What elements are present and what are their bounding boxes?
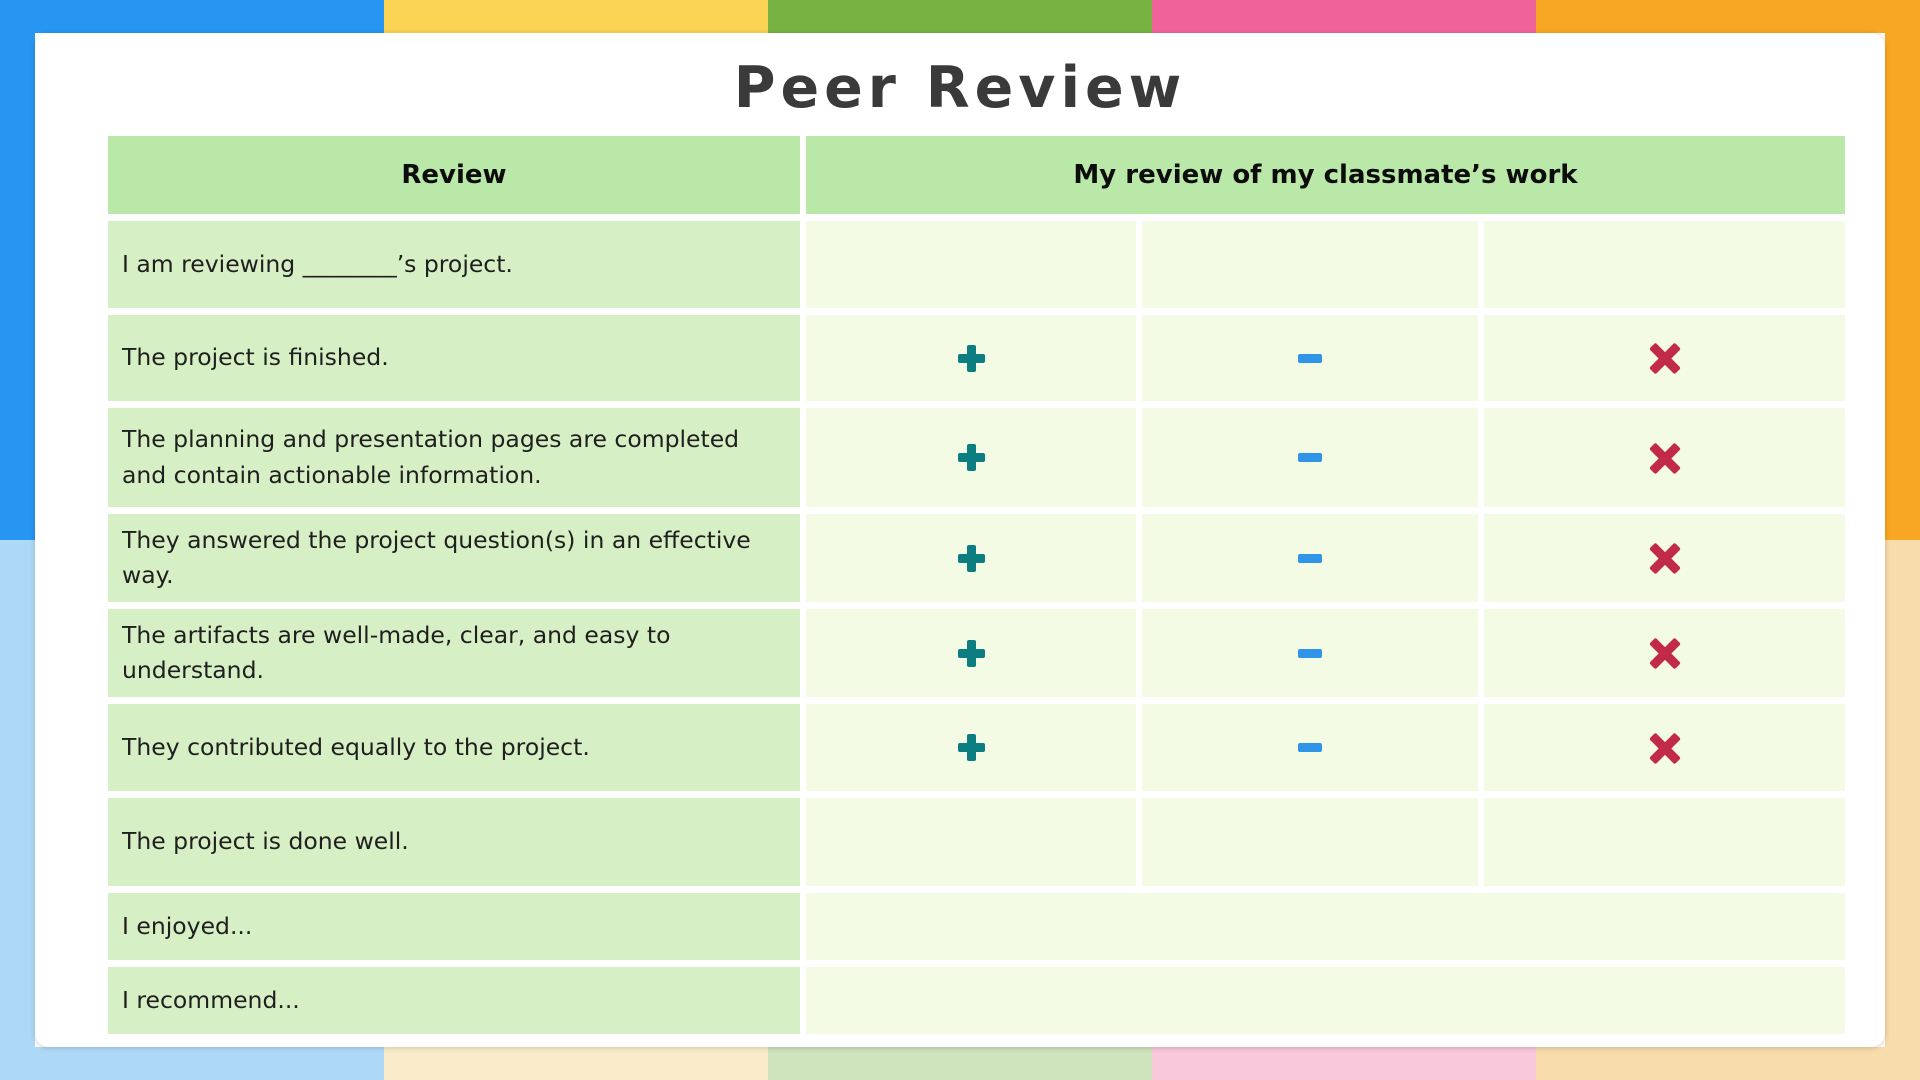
answer-cell-plus[interactable] bbox=[806, 408, 1136, 507]
cross-icon bbox=[1648, 541, 1682, 575]
frame-top-pink-segment bbox=[1152, 0, 1536, 33]
answer-cell-minus[interactable] bbox=[1142, 704, 1478, 791]
frame-bottom-lightgreen-segment bbox=[768, 1047, 1152, 1080]
column-header-review: Review bbox=[108, 136, 800, 214]
answer-cell-cross[interactable] bbox=[1484, 609, 1845, 697]
plus-icon bbox=[958, 444, 985, 471]
cross-icon bbox=[1648, 441, 1682, 475]
plus-icon bbox=[958, 734, 985, 761]
answer-cell-empty[interactable] bbox=[806, 221, 1136, 308]
answer-cell-minus[interactable] bbox=[1142, 408, 1478, 507]
frame-top-yellow-segment bbox=[384, 0, 768, 33]
plus-icon bbox=[958, 345, 985, 372]
cross-icon bbox=[1648, 731, 1682, 765]
row-label-contributed-equally: They contributed equally to the project. bbox=[108, 704, 800, 791]
frame-top bbox=[0, 0, 1920, 33]
answer-cell-empty[interactable] bbox=[1142, 798, 1478, 886]
answer-cell-minus[interactable] bbox=[1142, 609, 1478, 697]
answer-cell-plus[interactable] bbox=[806, 704, 1136, 791]
page-title: Peer Review bbox=[733, 55, 1187, 121]
frame-top-orange-segment bbox=[1536, 0, 1920, 33]
minus-icon bbox=[1298, 649, 1322, 658]
answer-cell-plus[interactable] bbox=[806, 315, 1136, 401]
frame-bottom bbox=[0, 1047, 1920, 1080]
frame-bottom-lightpink-segment bbox=[1152, 1047, 1536, 1080]
answer-cell-merged[interactable] bbox=[806, 967, 1845, 1034]
column-header-my-review: My review of my classmate’s work bbox=[806, 136, 1845, 214]
answer-cell-empty[interactable] bbox=[806, 798, 1136, 886]
frame-bottom-lightorange-segment bbox=[1536, 1047, 1920, 1080]
answer-cell-minus[interactable] bbox=[1142, 514, 1478, 602]
frame-left bbox=[0, 0, 35, 1080]
frame-right bbox=[1885, 0, 1920, 1080]
worksheet-card bbox=[35, 33, 1885, 1047]
row-label-answered-questions: They answered the project question(s) in an effective way. bbox=[108, 514, 800, 602]
plus-icon bbox=[958, 640, 985, 667]
row-label-project-finished: The project is finished. bbox=[108, 315, 800, 401]
minus-icon bbox=[1298, 453, 1322, 462]
minus-icon bbox=[1298, 554, 1322, 563]
row-label-recommend: I recommend... bbox=[108, 967, 800, 1034]
frame-top-blue-segment bbox=[0, 0, 384, 33]
plus-icon bbox=[958, 545, 985, 572]
answer-cell-cross[interactable] bbox=[1484, 514, 1845, 602]
answer-cell-empty[interactable] bbox=[1484, 221, 1845, 308]
row-label-artifacts: The artifacts are well-made, clear, and easy to understand. bbox=[108, 609, 800, 697]
answer-cell-minus[interactable] bbox=[1142, 315, 1478, 401]
answer-cell-cross[interactable] bbox=[1484, 315, 1845, 401]
row-label-reviewing: I am reviewing ________’s project. bbox=[108, 221, 800, 308]
minus-icon bbox=[1298, 743, 1322, 752]
frame-bottom-lightyellow-segment bbox=[384, 1047, 768, 1080]
answer-cell-plus[interactable] bbox=[806, 514, 1136, 602]
frame-bottom-lightblue-segment bbox=[0, 1047, 384, 1080]
row-label-enjoyed: I enjoyed... bbox=[108, 893, 800, 960]
cross-icon bbox=[1648, 341, 1682, 375]
answer-cell-merged[interactable] bbox=[806, 893, 1845, 960]
answer-cell-empty[interactable] bbox=[1484, 798, 1845, 886]
answer-cell-plus[interactable] bbox=[806, 609, 1136, 697]
row-label-planning-pages: The planning and presentation pages are completed and contain actionable information. bbox=[108, 408, 800, 507]
minus-icon bbox=[1298, 354, 1322, 363]
answer-cell-empty[interactable] bbox=[1142, 221, 1478, 308]
frame-top-green-segment bbox=[768, 0, 1152, 33]
peer-review-table bbox=[108, 136, 1845, 1034]
row-label-done-well: The project is done well. bbox=[108, 798, 800, 886]
cross-icon bbox=[1648, 636, 1682, 670]
answer-cell-cross[interactable] bbox=[1484, 704, 1845, 791]
answer-cell-cross[interactable] bbox=[1484, 408, 1845, 507]
